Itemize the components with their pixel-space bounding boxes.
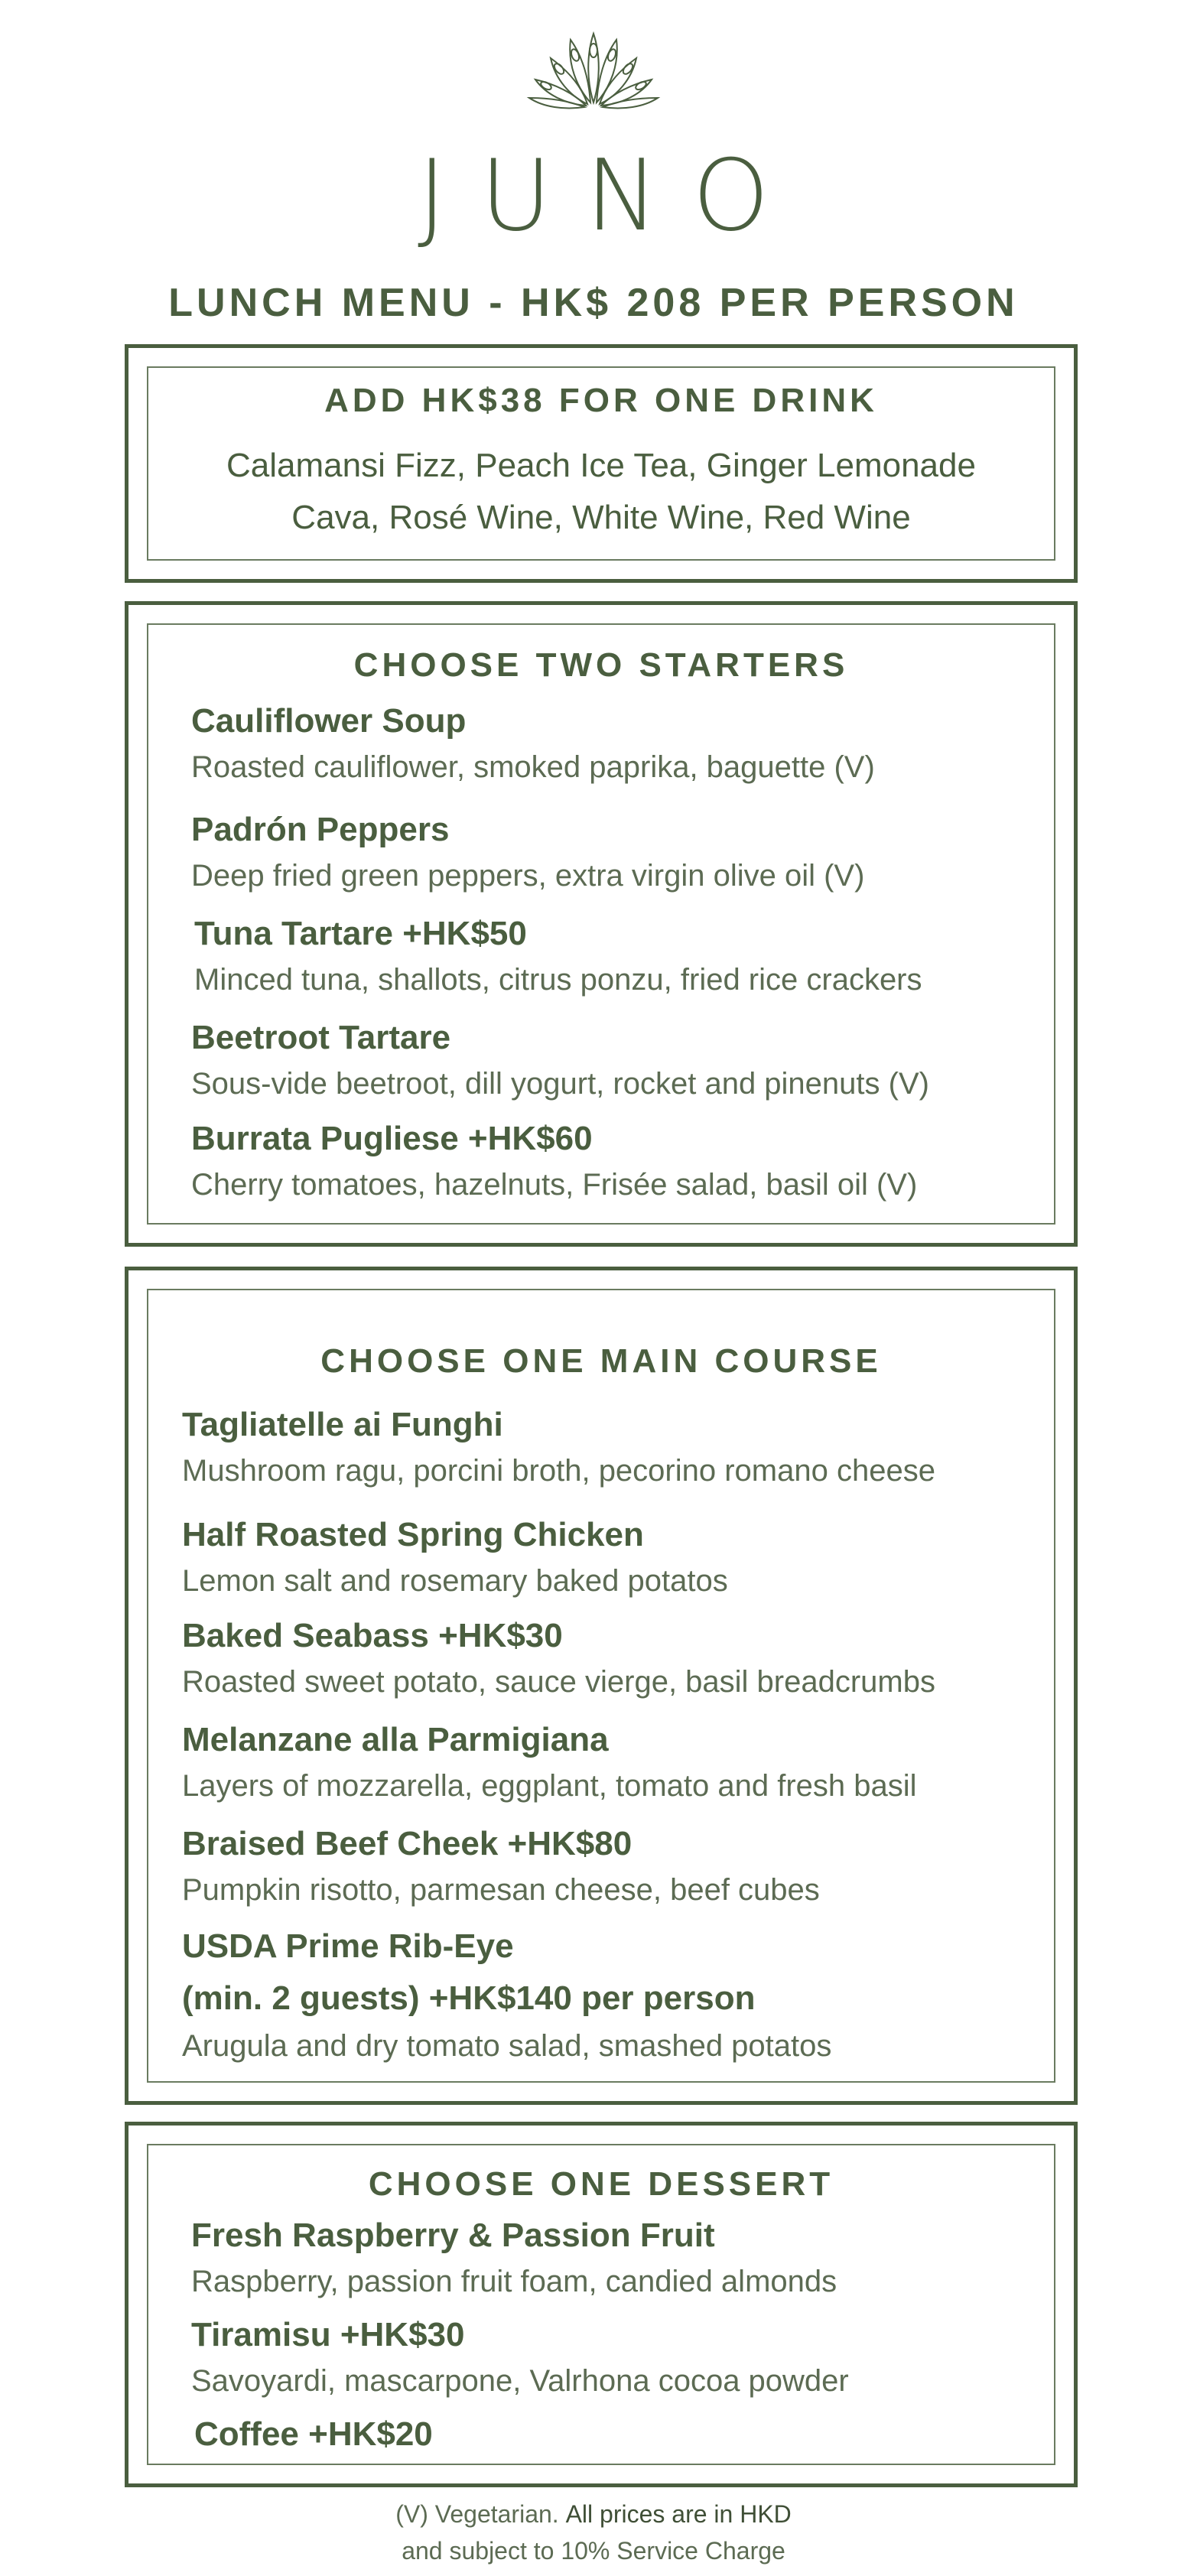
starter-name: Cauliflower Soup: [191, 702, 467, 740]
starter-name: Beetroot Tartare: [191, 1019, 451, 1056]
starter-name: Tuna Tartare +HK$50: [194, 915, 527, 952]
menu-headline: LUNCH MENU - HK$ 208 PER PERSON: [168, 281, 1019, 325]
currency-note: All prices are in HKD: [565, 2500, 792, 2528]
starter-description: Deep fried green peppers, extra virgin olive oil (V): [191, 859, 865, 893]
main-course-description: Lemon salt and rosemary baked potatos: [182, 1564, 728, 1598]
starter-name: Burrata Pugliese +HK$60: [191, 1120, 593, 1157]
main-course-description: Mushroom ragu, porcini broth, pecorino romano cheese: [182, 1454, 935, 1488]
dessert-description: Raspberry, passion fruit foam, candied almonds: [191, 2265, 837, 2298]
mains-section: [125, 1267, 1078, 2105]
main-course-name: Half Roasted Spring Chicken: [182, 1516, 644, 1553]
brand-wordmark: JUNO: [418, 139, 803, 253]
service-charge-note: and subject to 10% Service Charge: [402, 2537, 785, 2565]
footnote: [0, 2496, 1187, 2532]
desserts-section: [125, 2122, 1078, 2487]
main-course-name-line-2: (min. 2 guests) +HK$140 per person: [182, 1979, 756, 2017]
dessert-name: Fresh Raspberry & Passion Fruit: [191, 2217, 715, 2254]
drink-options-line-1: Calamansi Fizz, Peach Ice Tea, Ginger Lemonade: [226, 447, 976, 484]
drink-section: [125, 344, 1078, 583]
starter-description: Roasted cauliflower, smoked paprika, baguette (V): [191, 750, 875, 784]
drink-section-title: ADD HK$38 FOR ONE DRINK: [324, 382, 878, 419]
main-course-name: USDA Prime Rib-Eye: [182, 1927, 514, 1965]
starters-section: [125, 601, 1078, 1247]
starter-description: Sous-vide beetroot, dill yogurt, rocket and pinenuts (V): [191, 1067, 929, 1101]
main-course-description: Arugula and dry tomato salad, smashed potatos: [182, 2029, 832, 2063]
drink-options-line-2: Cava, Rosé Wine, White Wine, Red Wine: [291, 499, 911, 536]
main-course-name: Baked Seabass +HK$30: [182, 1617, 563, 1654]
starters-section-title: CHOOSE TWO STARTERS: [353, 646, 849, 684]
main-course-name: Melanzane alla Parmigiana: [182, 1721, 609, 1758]
desserts-section-title: CHOOSE ONE DESSERT: [368, 2165, 834, 2203]
starter-description: Cherry tomatoes, hazelnuts, Frisée salad, basil oil (V): [191, 1168, 918, 1202]
dessert-name: Coffee +HK$20: [194, 2415, 433, 2453]
main-course-name: Tagliatelle ai Funghi: [182, 1406, 503, 1443]
starter-description: Minced tuna, shallots, citrus ponzu, fried rice crackers: [194, 963, 922, 997]
peacock-fan-logo-icon: [517, 11, 670, 110]
vegetarian-legend: (V) Vegetarian.: [395, 2500, 559, 2528]
main-course-description: Layers of mozzarella, eggplant, tomato and fresh basil: [182, 1769, 917, 1803]
starter-name: Padrón Peppers: [191, 811, 450, 848]
dessert-description: Savoyardi, mascarpone, Valrhona cocoa powder: [191, 2364, 849, 2398]
main-course-description: Pumpkin risotto, parmesan cheese, beef cubes: [182, 1873, 820, 1907]
main-course-name: Braised Beef Cheek +HK$80: [182, 1825, 633, 1862]
mains-section-title: CHOOSE ONE MAIN COURSE: [320, 1342, 882, 1380]
main-course-description: Roasted sweet potato, sauce vierge, basil breadcrumbs: [182, 1665, 935, 1699]
dessert-name: Tiramisu +HK$30: [191, 2316, 465, 2353]
